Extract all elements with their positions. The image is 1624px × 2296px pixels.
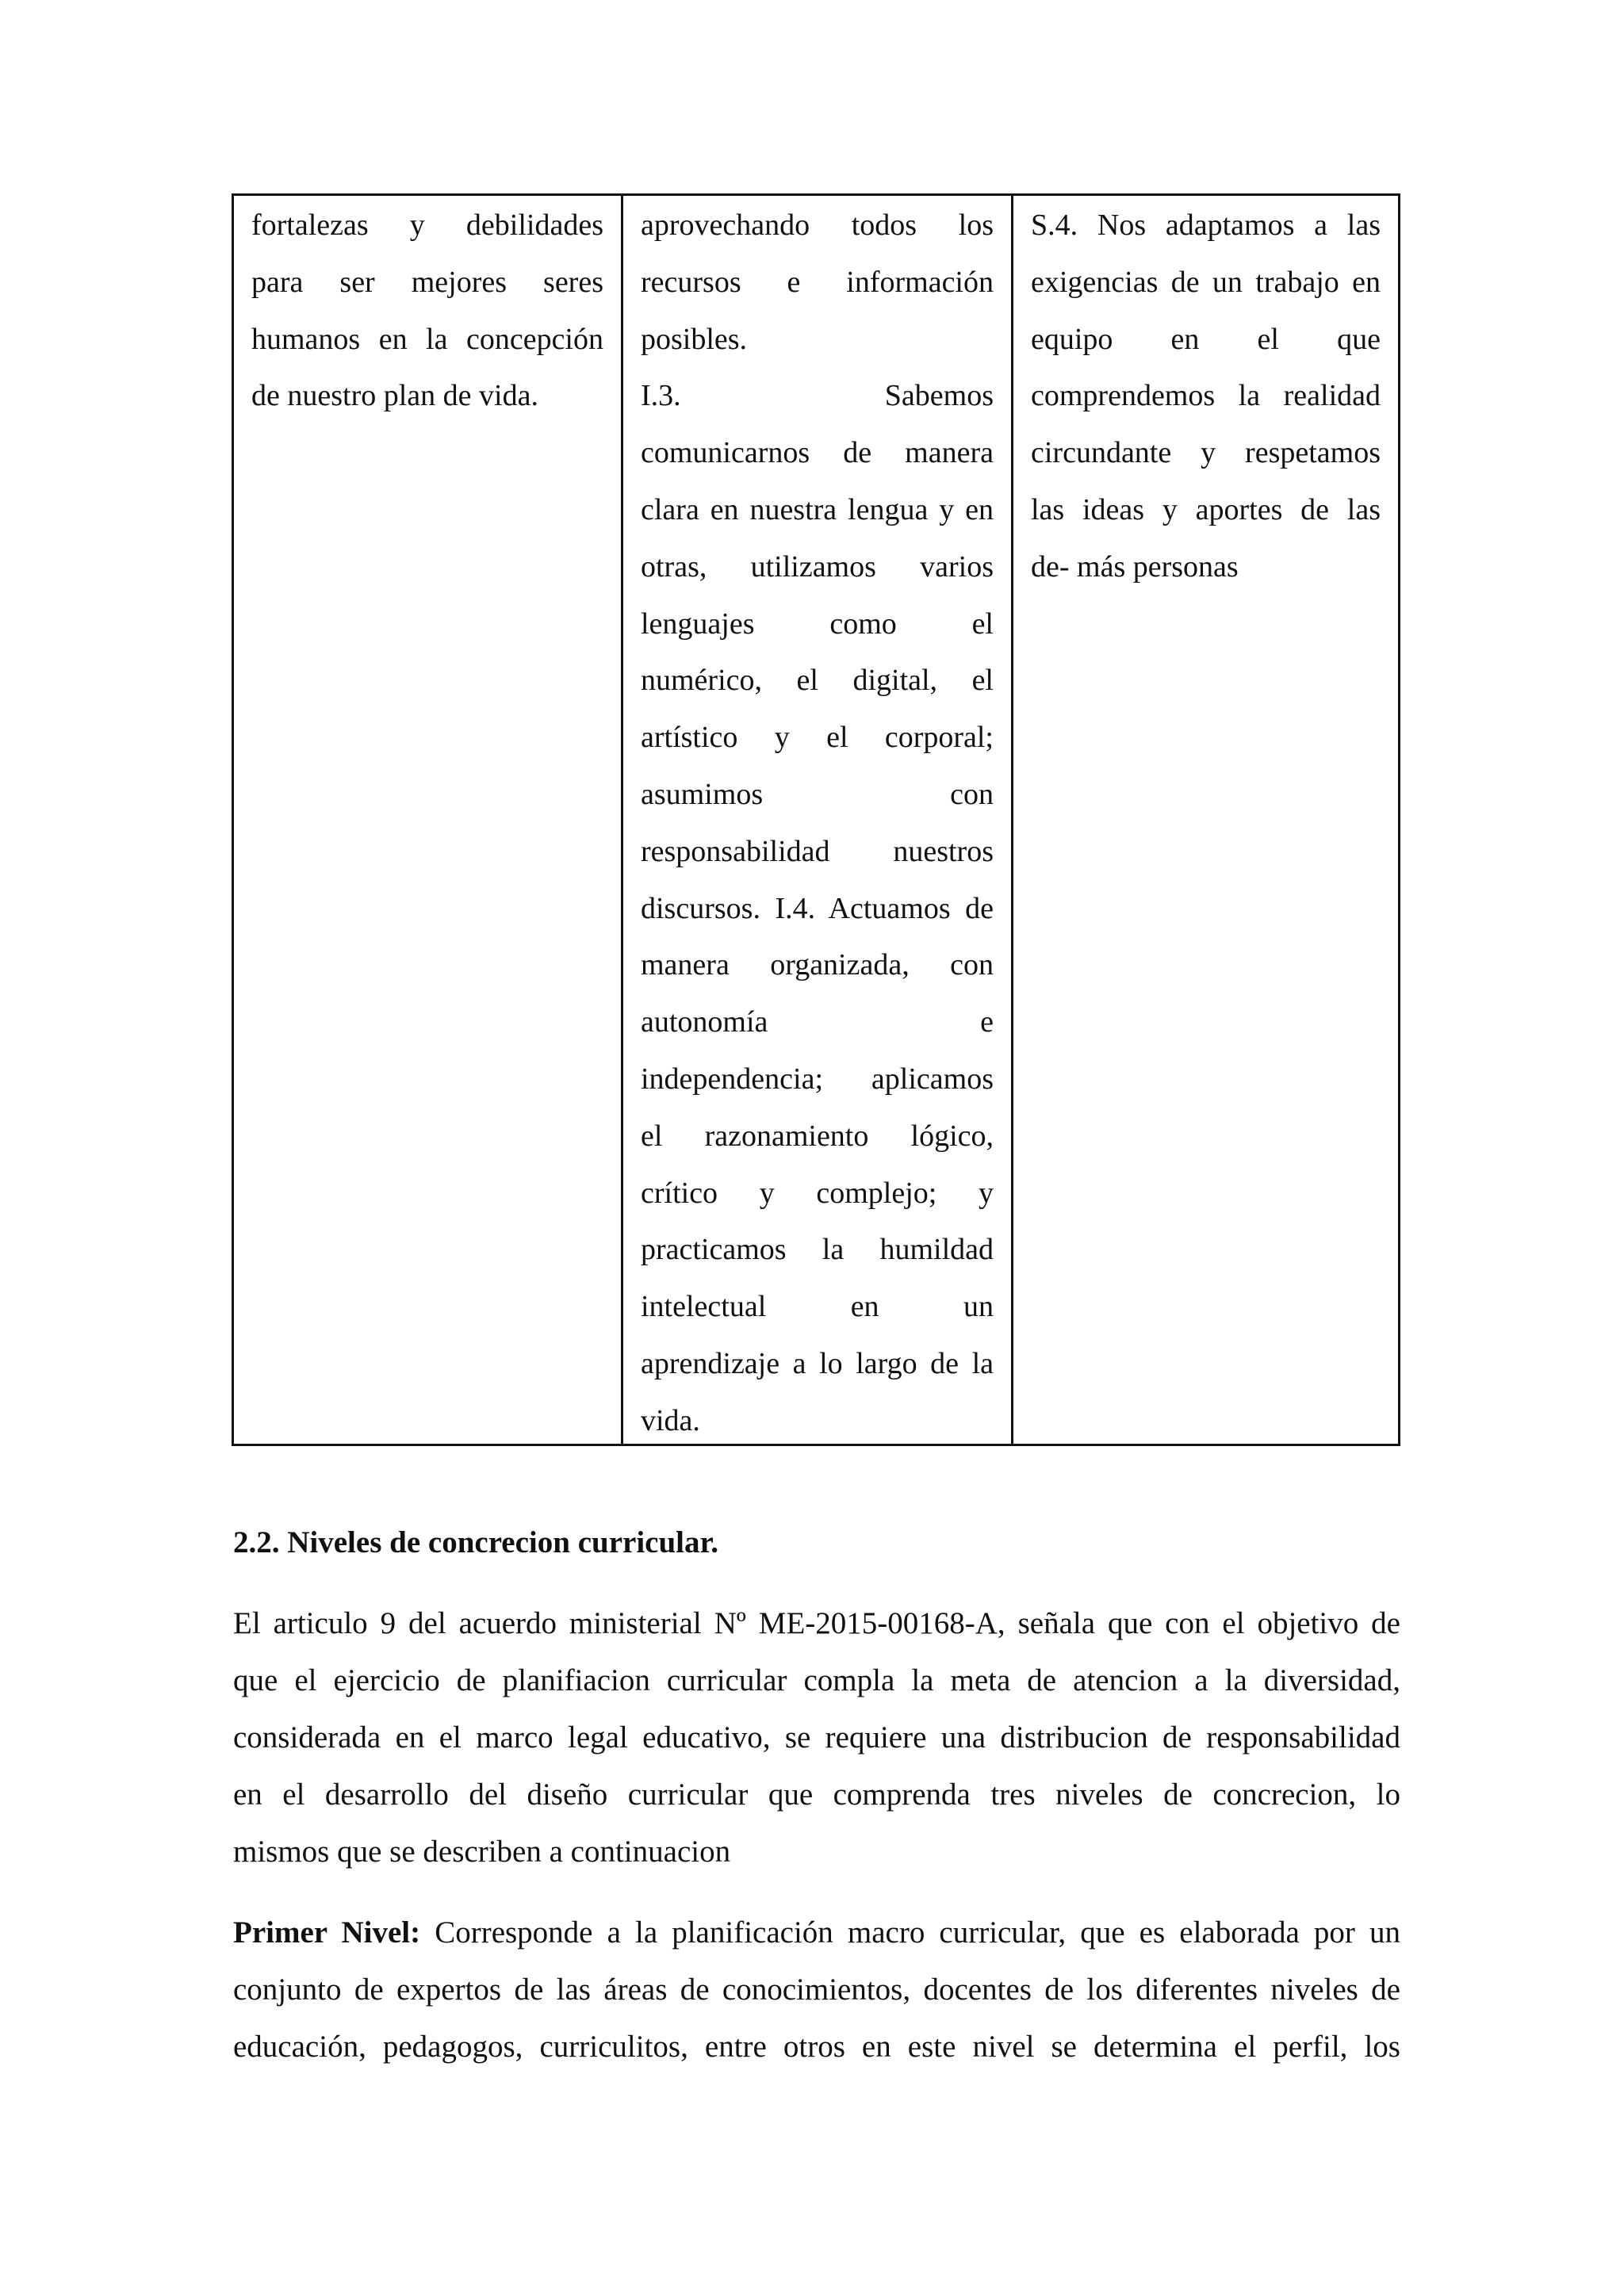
- col2-line: aprovechando todos los: [641, 209, 994, 242]
- col1-line: para ser mejores seres: [251, 265, 603, 299]
- col3-line: circundante y respetamos: [1031, 436, 1381, 470]
- col2-line: discursos. I.4. Actuamos de: [641, 891, 994, 925]
- col1-line: fortalezas y debilidades: [251, 209, 603, 242]
- paragraph-articulo-9: [233, 1595, 1400, 1881]
- col3-line: equipo en el que: [1031, 322, 1381, 356]
- col2-line: posibles.: [641, 322, 748, 356]
- col1-line: humanos en la concepción: [251, 322, 603, 356]
- primer-nivel-label: Primer Nivel:: [233, 1915, 421, 1950]
- col3-line: de- más personas: [1031, 549, 1239, 584]
- col2-line: clara en nuestra lengua y en: [641, 492, 994, 526]
- col2-line: aprendizaje a lo largo de la: [641, 1346, 994, 1380]
- table-cell-col2: [623, 196, 1013, 1444]
- col2-line: independencia; aplicamos: [641, 1062, 994, 1096]
- col2-line: responsabilidad nuestros: [641, 834, 994, 868]
- paragraph-line: en el desarrollo del diseño curricular que comprenda tres niveles de concrecion, lo: [233, 1777, 1400, 1812]
- col3-line: S.4. Nos adaptamos a las: [1031, 209, 1381, 242]
- col2-line: comunicarnos de manera: [641, 436, 994, 470]
- paragraph-line: educación, pedagogos, curriculitos, entre otros en este nivel se determina el perfil, los: [233, 2030, 1400, 2064]
- paragraph-primer-nivel: [233, 1904, 1400, 2076]
- col3-line: comprendemos la realidad: [1031, 379, 1381, 413]
- first-line-text: Corresponde a la planificación macro curricular, que es elaborada por un: [420, 1915, 1400, 1950]
- paragraph-line: considerada en el marco legal educativo, se requiere una distribucion de responsabilidad: [233, 1720, 1400, 1755]
- table-cell-col3: [1013, 196, 1398, 1444]
- col2-line: artístico y el corporal;: [641, 721, 994, 755]
- col3-text: [1031, 196, 1381, 596]
- col2-line: lenguajes como el: [641, 607, 994, 641]
- col2-line: manera organizada, con: [641, 948, 994, 982]
- paragraph-line: que el ejercicio de planifiacion curricular compla la meta de atencion a la diversidad,: [233, 1663, 1400, 1697]
- table-cell-col1: [234, 196, 623, 1444]
- paragraph-line: El articulo 9 del acuerdo ministerial Nº ME-2015-00168-A, señala que con el objetivo de: [233, 1606, 1400, 1640]
- col2-line: practicamos la humildad: [641, 1233, 994, 1267]
- paragraph-line: mismos que se describen a continuacion: [233, 1835, 731, 1869]
- col2-line: vida.: [641, 1403, 700, 1437]
- col2-line: intelectual en un: [641, 1290, 994, 1324]
- col3-line: exigencias de un trabajo en: [1031, 265, 1381, 299]
- col2-line: el razonamiento lógico,: [641, 1119, 994, 1153]
- col2-line: recursos e información: [641, 265, 994, 299]
- col2-text: [641, 196, 994, 1444]
- col2-line: autonomía e: [641, 1005, 994, 1039]
- paragraph-line: conjunto de expertos de las áreas de conocimientos, docentes de los diferentes niveles de: [233, 1973, 1400, 2007]
- col2-line: asumimos con: [641, 777, 994, 811]
- col2-line: numérico, el digital, el: [641, 664, 994, 698]
- profile-table: [232, 193, 1400, 1446]
- col2-line: I.3. Sabemos: [641, 379, 994, 413]
- col3-line: las ideas y aportes de las: [1031, 492, 1381, 526]
- col1-text: [251, 196, 603, 425]
- col2-line: crítico y complejo; y: [641, 1176, 994, 1210]
- col2-line: otras, utilizamos varios: [641, 549, 994, 584]
- section-heading: 2.2. Niveles de concrecion curricular.: [233, 1525, 718, 1559]
- paragraph-first-line: [233, 1904, 1400, 1961]
- col1-line: de nuestro plan de vida.: [251, 379, 538, 413]
